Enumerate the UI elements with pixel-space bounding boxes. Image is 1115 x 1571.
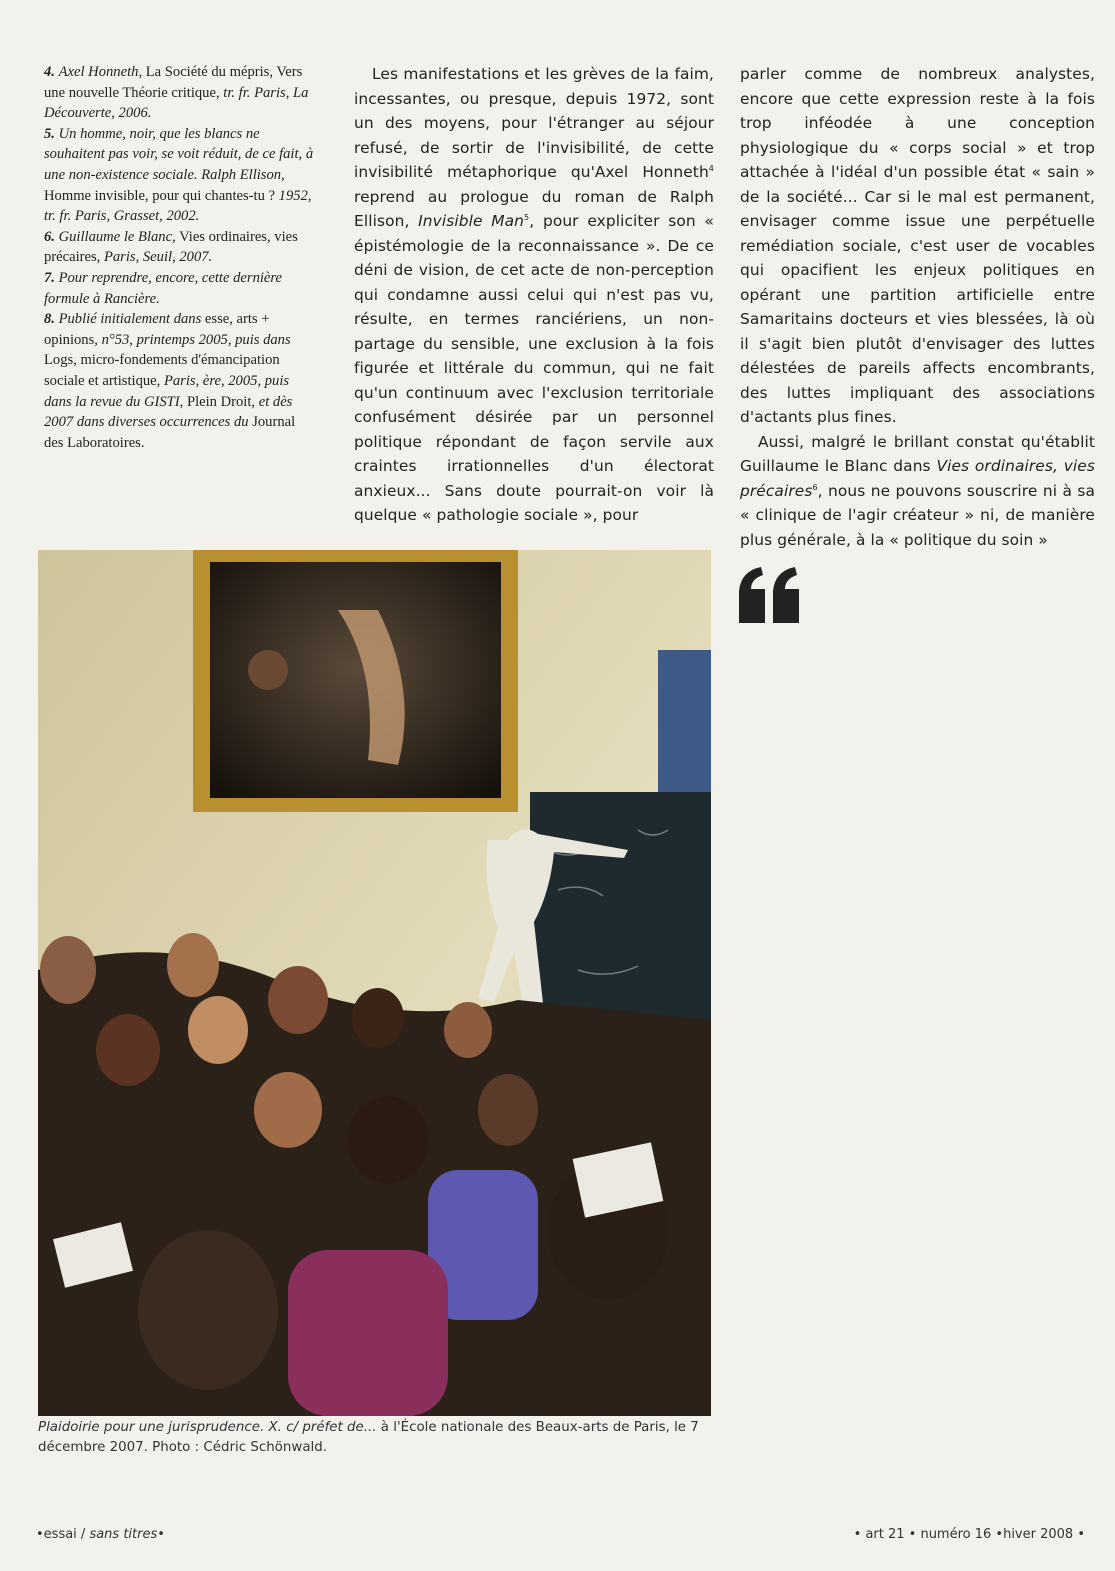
footnote-ref: 4 [708, 163, 714, 173]
paragraph-text: Les manifestations et les grèves de la faim, incessantes, ou presque, depuis 1972, sont un des moyens, pour l'étranger au séjour refusé, de sortir de l'invisibilité, de cette invisibilité métaphorique qu'Axel Honneth [354, 65, 714, 181]
footnote-number: 8. [44, 311, 59, 328]
footnote-number: 5. [44, 125, 59, 142]
paragraph-text: parler comme de nombreux analystes, encore que cette expression reste à la fois trop inféodée à une conception physiologique du « corps social » et trop attachée à l'idéal d'un possible état « sain » de la société... Car si le mal est permanent, envisager comme issue une perpétuelle remédiation sociale, c'est user de vocables qui opacifient les enjeux politiques en opérant une partition artificielle entre Samaritains docteurs et vies blessées, là où il s'agit bien plutôt d'envisager des luttes délestées de pareils affects encombrants, des luttes impliquant des associations d'actants plus fines. [740, 65, 1095, 426]
footnote-text: Homme invisible, pour qui chantes-tu ? [44, 187, 279, 204]
footnote-text: Guillaume le Blanc [58, 228, 173, 245]
footnote-number: 6. [44, 228, 59, 245]
footnote-text: , Vies ordinaires, vies précaires, [44, 228, 298, 266]
footer-section-name: sans titres [89, 1527, 158, 1542]
paragraph-text: reprend au prologue du roman de Ralph Ellison, [354, 187, 714, 230]
footnote-text: Un homme, noir, que les blancs ne souhaitent pas voir, se voit réduit, de ce fait, à une non-existence sociale. Ralph Ellison, [44, 125, 314, 183]
footnote-text: tr. fr. Paris, La Découverte, 2006. [44, 84, 309, 122]
footnote-text: esse, arts + opinions [44, 311, 270, 348]
pink-scarf [288, 1250, 448, 1416]
photo-caption [38, 1418, 718, 1458]
caption-title: Plaidoirie pour une jurisprudence. X. c/ préfet de... [38, 1420, 377, 1435]
paragraph [740, 430, 1095, 553]
quote-mark-icon [735, 565, 805, 627]
footnote-text: Journal des Laboratoires. [44, 414, 296, 451]
footnotes-column [44, 62, 314, 453]
footnote [44, 124, 314, 227]
paragraph [740, 62, 1095, 430]
footer-issue: • art 21 • numéro 16 •hiver 2008 • [853, 1527, 1085, 1542]
footnote-text: Pour reprendre, encore, cette dernière formule à Rancière. [44, 269, 283, 307]
footnote [44, 227, 314, 268]
caption-details: à l'École nationale des Beaux-arts de Paris, le 7 décembre 2007. Photo : Cédric Schönwald. [38, 1420, 699, 1455]
event-photo [38, 550, 711, 1416]
footnote-number: 7. [44, 269, 59, 286]
paragraph-text: , pour expliciter son « épistémologie de la reconnaissance ». De ce déni de vision, de cet acte de non-perception qui condamne aussi celui qui n'est pas vu, résulte, en termes ranciériens, un non-partage du sensible, une exclusion à la fois figurée et littérale du commun, qui ne fait qu'un continuum avec l'exclusion territoriale confusément désirée par un personnel politique répondant de façon servile aux craintes irrationnelles d'un électorat anxieux... Sans doute pourrait-on voir là quelque « pathologie sociale », pour [354, 212, 714, 524]
footnote [44, 62, 314, 124]
footnote-ref: 6 [812, 482, 818, 492]
body-column-1 [354, 62, 714, 528]
footnote-text: , La Société du mépris, Vers une nouvelle Théorie critique, [44, 64, 303, 101]
footer-suffix: • [157, 1527, 165, 1542]
footnote-text: Axel Honneth [58, 64, 139, 80]
paragraph-text: Aussi, malgré le brillant constat qu'établit Guillaume le Blanc dans [740, 432, 1095, 475]
paragraph-text: , nous ne pouvons souscrire ni à sa « clinique de l'agir créateur » ni, de manière plus générale, à la « politique du soin » [740, 481, 1095, 549]
blue-cabinet [658, 650, 711, 810]
footnote-ref: 5 [524, 212, 530, 222]
footnote-number: 4. [44, 64, 59, 80]
footnote-text: Plein Droit [186, 393, 252, 410]
paragraph-text: Vies ordinaires, vies précaires [740, 457, 1095, 500]
footnote [44, 309, 314, 453]
footnote-text: , Paris, ère, 2005, puis dans la revue du GISTI, [44, 372, 290, 410]
footer-section [36, 1527, 165, 1542]
paragraph-text: Invisible Man [418, 212, 525, 230]
paragraph [354, 62, 714, 528]
footnote-text: Logs, micro-fondements d'émancipation sociale et artistique [44, 352, 280, 389]
footnote-text: , et dès 2007 dans diverses occurrences du [44, 393, 293, 431]
footer-prefix: •essai / [36, 1527, 90, 1542]
body-column-2 [740, 62, 1095, 552]
footnote-text: 1952, tr. fr. Paris, Grasset, 2002. [44, 187, 312, 225]
footnote-text: Paris, Seuil, 2007. [103, 249, 213, 266]
footnote [44, 268, 314, 309]
footnote-text: Publié initialement dans [58, 311, 205, 328]
footnote-text: , n°53, printemps 2005, puis dans [94, 331, 291, 348]
